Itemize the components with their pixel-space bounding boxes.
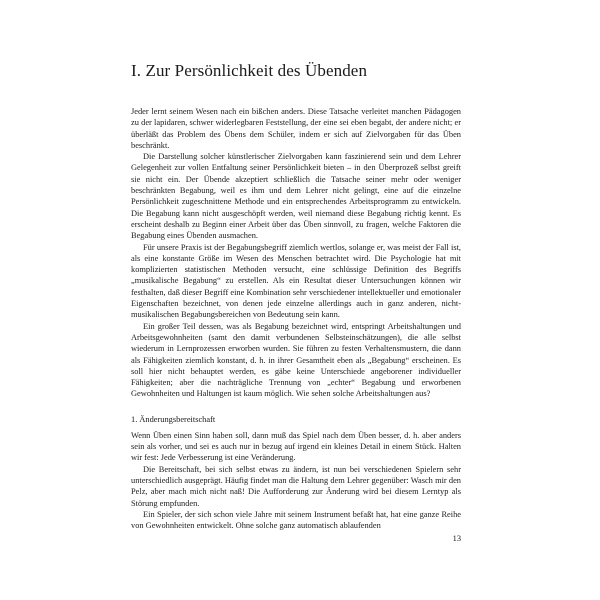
paragraph-intro-3: Für unsere Praxis ist der Begabungsbegriff ziemlich wertlos, solange er, was meist der Fall ist, als eine konstante Größe im Wesen des Menschen betrachtet wird. Die Psychologie hat mit komplizierten statistischen Methoden versucht, eine schlüssige Definition des Begriffs „musikalische Begabung“ zu erstellen. Als ein Resultat dieser Untersuchungen können wir festhalten, daß dieser Begriff eine Kombination sehr verschiedener intellektueller und emotionaler Eigenschaften bezeichnet, von denen jede einzelne allerdings auch in ganz anderen, nicht-musikalischen Begabungsbereichen von Bedeutung sein kann.: [131, 242, 461, 320]
book-page: [131, 60, 461, 543]
paragraph-intro-4: Ein großer Teil dessen, was als Begabung bezeichnet wird, entspringt Arbeitshaltungen und Arbeitsgewohnheiten (samt den damit verbundenen Selbsteinschätzungen), die alle selbst wiederum in Lernprozessen erworben wurden. Sie führen zu festen Verhaltensmustern, die dann als Fähigkeiten ziemlich konstant, d. h. in ihrer Gesamtheit eben als „Begabung“ erscheinen. Es soll hier nicht behauptet werden, es gäbe keine Unterschiede angeborener individueller Fähigkeiten; aber die nachträgliche Trennung von „echter“ Begabung und erworbenen Gewohnheiten und Haltungen ist kaum möglich. Wie sehen solche Arbeitshaltungen aus?: [131, 321, 461, 399]
paragraph-section-1: Wenn Üben einen Sinn haben soll, dann muß das Spiel nach dem Üben besser, d. h. aber anders sein als vorher, und sei es auch nur in bezug auf irgend ein kleines Detail in einem Stück. Halten wir fest: Jede Verbesserung ist eine Veränderung.: [131, 430, 461, 463]
paragraph-intro-2: Die Darstellung solcher künstlerischer Zielvorgaben kann faszinierend sein und dem Lehrer Gelegenheit zur vollen Entfaltung seiner Persönlichkeit bieten – in den Überprozeß selbst greift sie nicht ein. Der Übende akzeptiert schließlich die Tatsache seiner mehr oder weniger beschränkten Begabung, weil es ihm und dem Lehrer nicht gelingt, eine auf die einzelne Persönlichkeit zugeschnittene Methode und ein entsprechendes Arbeitsprogramm zu entwickeln. Die Begabung kann nicht ausgeschöpft werden, weil niemand diese Begabung richtig kennt. Es erscheint deshalb zu Beginn einer Arbeit über das Üben sinnvoll, zu fragen, welche Faktoren die Begabung eines Übenden ausmachen.: [131, 152, 461, 241]
chapter-title: I. Zur Persönlichkeit des Übenden: [131, 61, 368, 80]
paragraph-intro-1: Jeder lernt seinem Wesen nach ein bißchen anders. Diese Tatsache verleitet manchen Pädagogen zu der lapidaren, schwer widerlegbaren Feststellung, der eine sei eben begabt, der andere nicht; er überläßt das Problem des Übens dem Schüler, indem er sich auf Zielvorgaben für das Üben beschränkt.: [131, 107, 461, 150]
page-number: 13: [452, 534, 461, 543]
paragraph-section-3: Ein Spieler, der sich schon viele Jahre mit seinem Instrument befaßt hat, hat eine ganze Reihe von Gewohnheiten entwickelt. Ohne solche ganz automatisch ablaufenden: [131, 509, 461, 531]
section-heading: 1. Änderungsbereitschaft: [131, 414, 216, 424]
paragraph-section-2: Die Bereitschaft, bei sich selbst etwas zu ändern, ist nun bei verschiedenen Spielern sehr unterschiedlich ausgeprägt. Häufig findet man die Haltung dem Lehrer gegenüber: Wasch mir den Pelz, aber mach mich nicht naß! Die Aufforderung zur Änderung wird bei diesem Lerntyp als Störung empfunden.: [131, 464, 461, 508]
